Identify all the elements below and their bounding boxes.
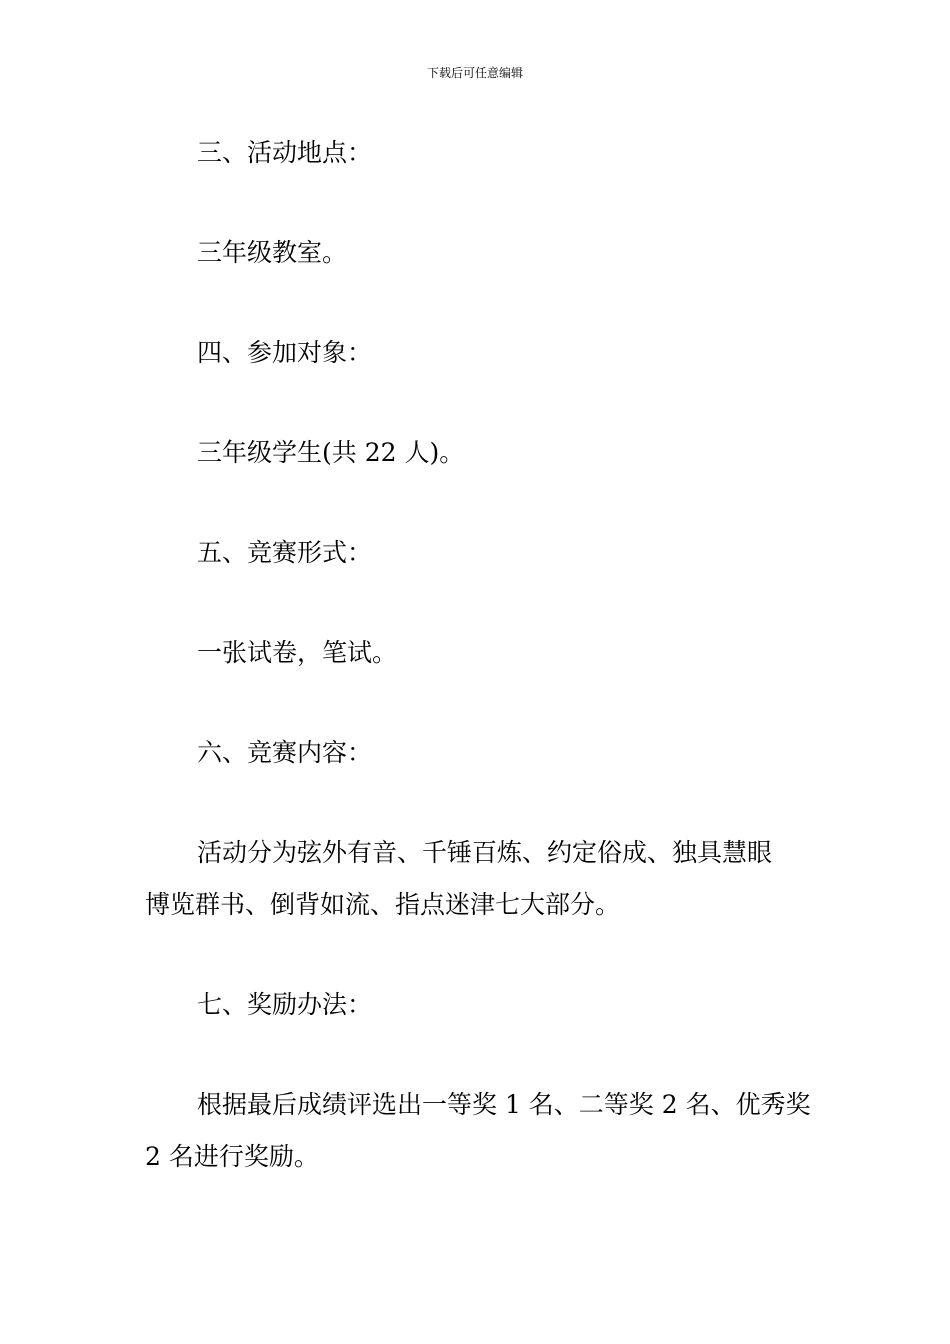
section-heading-format: 五、竞赛形式： xyxy=(197,538,373,567)
paragraph-line: 活动分为弦外有音、千锤百炼、约定俗成、独具慧眼 xyxy=(197,838,773,867)
paragraph-line: 2 名进行奖励。 xyxy=(145,1142,319,1171)
section-body-format: 一张试卷，笔试。 xyxy=(197,638,398,667)
section-heading-content: 六、竞赛内容： xyxy=(197,738,373,767)
section-heading-location: 三、活动地点： xyxy=(197,138,373,167)
section-heading-rewards: 七、奖励办法： xyxy=(197,990,373,1019)
paragraph-line: 博览群书、倒背如流、指点迷津七大部分。 xyxy=(145,890,621,919)
section-heading-participants: 四、参加对象： xyxy=(197,338,373,367)
document-body xyxy=(145,127,810,1183)
section-body-content xyxy=(145,827,810,931)
section-body-location: 三年级教室。 xyxy=(197,238,348,267)
section-body-participants: 三年级学生(共 22 人)。 xyxy=(197,438,465,467)
section-body-rewards xyxy=(145,1079,810,1183)
page-header: 下载后可任意编辑 xyxy=(426,66,523,80)
paragraph-line: 根据最后成绩评选出一等奖 1 名、二等奖 2 名、优秀奖 xyxy=(197,1090,811,1119)
